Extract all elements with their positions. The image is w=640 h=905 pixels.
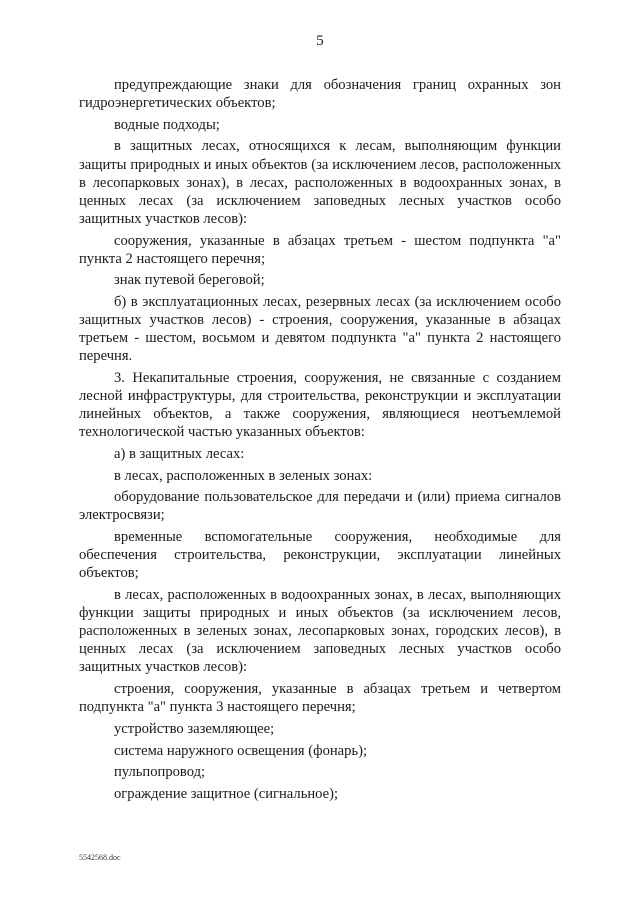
paragraph-subitem-a: а) в защитных лесах: <box>114 445 245 462</box>
document-body <box>79 76 561 807</box>
paragraph-shore-sign: знак путевой береговой; <box>114 272 265 289</box>
page-number: 5 <box>316 33 324 49</box>
paragraph-subitem-b: б) в эксплуатационных лесах, резервных лесах (за исключением особо защитных участков лесов) - строения, сооружения, указанные в абзацах третьем - шестом, восьмом и девятом подпункта "а" пункта 2 настоящего перечня. <box>79 294 561 365</box>
paragraph-structures-ref-3: строения, сооружения, указанные в абзацах третьем и четвертом подпункта "а" пункта 3 настоящего перечня; <box>79 681 561 716</box>
paragraph-protective-fence: ограждение защитное (сигнальное); <box>114 785 339 802</box>
paragraph-green-zones: в лесах, расположенных в зеленых зонах: <box>114 467 373 484</box>
paragraph-temporary-structures: временные вспомогательные сооружения, необходимые для обеспечения строительства, реконструкции, эксплуатации линейных объектов; <box>79 529 561 582</box>
paragraph-item-3: 3. Некапитальные строения, сооружения, не связанные с созданием лесной инфраструктуры, для строительства, реконструкции и эксплуатации линейных объектов, а также сооружения, являющиеся неотъемлемой технологической частью указанных объектов: <box>79 369 561 441</box>
paragraph-telecom-equipment: оборудование пользовательское для передачи и (или) приема сигналов электросвязи; <box>79 489 561 524</box>
paragraph-water-protection-zones: в лесах, расположенных в водоохранных зонах, в лесах, выполняющих функции защиты природных и иных объектов (за исключением лесов, расположенных в зеленых зонах, лесопарковых зонах, городских лесов), в ценных лесах (за исключением заповедных лесных участков особо защитных участков лесов): <box>79 586 561 676</box>
paragraph-structures-ref: сооружения, указанные в абзацах третьем - шестом подпункта "а" пункта 2 настоящего перечня; <box>79 232 561 267</box>
paragraph-outdoor-lighting: система наружного освещения (фонарь); <box>114 742 368 759</box>
paragraph-pulp-pipeline: пульпопровод; <box>114 764 206 781</box>
paragraph-protective-forests: в защитных лесах, относящихся к лесам, выполняющим функции защиты природных и иных объектов (за исключением лесов, расположенных в лесопарковых зонах), в лесах, расположенных в водоохранных зонах, в ценных лесах (за исключением заповедных лесных участков особо защитных участков лесов): <box>79 138 561 227</box>
paragraph-grounding-device: устройство заземляющее; <box>114 720 275 737</box>
paragraph-water-approaches: водные подходы; <box>114 116 220 133</box>
document-file-name: 5542568.doc <box>79 853 121 862</box>
paragraph-warning-signs: предупреждающие знаки для обозначения границ охранных зон гидроэнергетических объектов; <box>79 77 561 112</box>
